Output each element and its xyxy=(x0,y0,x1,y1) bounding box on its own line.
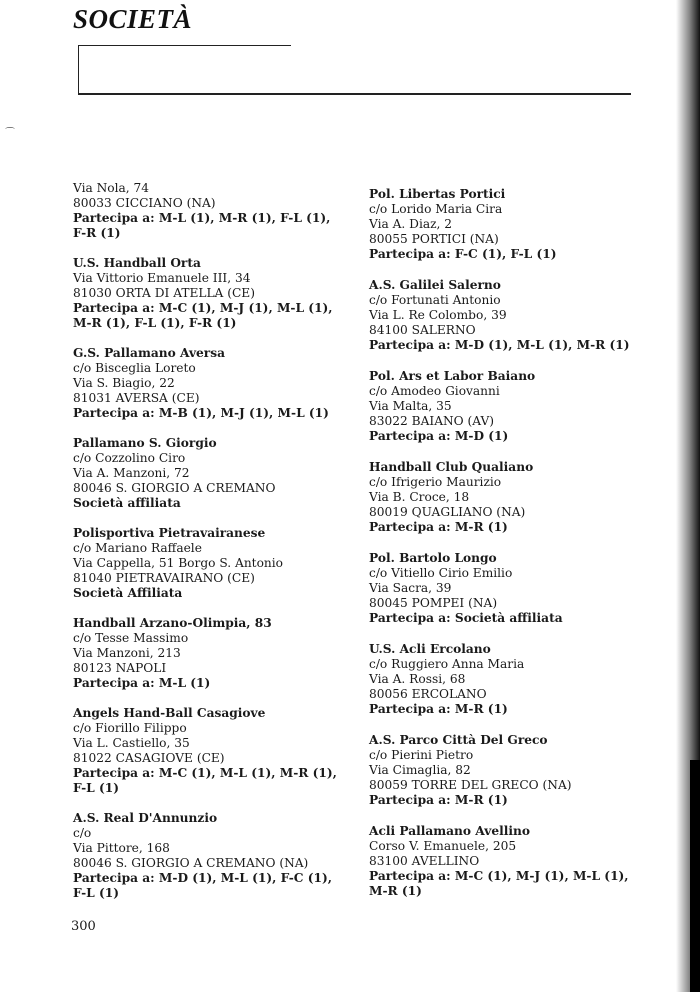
club-entry xyxy=(369,278,639,353)
club-name: Angels Hand-Ball Casagiove xyxy=(73,706,266,720)
club-name: A.S. Galilei Salerno xyxy=(369,278,501,292)
club-name: Pol. Libertas Portici xyxy=(369,187,506,201)
header-rule-bottom xyxy=(78,93,631,95)
right-column xyxy=(369,187,639,899)
participation-line: Partecipa a: M-C (1), M-J (1), M-L (1), M-R (1), F-L (1), F-R (1) xyxy=(73,301,333,330)
club-entry xyxy=(73,616,343,691)
address-line: Via A. Manzoni, 72 xyxy=(73,466,190,480)
participation-line: Partecipa a: M-C (1), M-L (1), M-R (1), F-L (1) xyxy=(73,766,337,795)
contact-line: c/o Bisceglia Loreto xyxy=(73,361,196,375)
contact-line: c/o Ruggiero Anna Maria xyxy=(369,657,525,671)
participation-line: Partecipa a: M-L (1) xyxy=(73,676,211,690)
address-line: Via Pittore, 168 xyxy=(73,841,170,855)
postal-line: 81040 PIETRAVAIRANO (CE) xyxy=(73,571,255,585)
address-line: Via S. Biagio, 22 xyxy=(73,376,175,390)
contact-line: c/o Tesse Massimo xyxy=(73,631,189,645)
postal-line: 80046 S. GIORGIO A CREMANO (NA) xyxy=(73,856,309,870)
club-name: Pol. Bartolo Longo xyxy=(369,551,497,565)
postal-line: 80056 ERCOLANO xyxy=(369,687,487,701)
postal-line: 83022 BAIANO (AV) xyxy=(369,414,495,428)
participation-line: Partecipa a: M-L (1), M-R (1), F-L (1), F-R (1) xyxy=(73,211,331,240)
postal-line: 80045 POMPEI (NA) xyxy=(369,596,498,610)
address-line: Via Cappella, 51 Borgo S. Antonio xyxy=(73,556,283,570)
address-line: Via Manzoni, 213 xyxy=(73,646,181,660)
address-line: Via Sacra, 39 xyxy=(369,581,452,595)
left-column xyxy=(73,181,343,901)
postal-line: 80059 TORRE DEL GRECO (NA) xyxy=(369,778,572,792)
participation-line: Società Affiliata xyxy=(73,586,183,600)
club-entry xyxy=(73,811,343,901)
club-entry xyxy=(73,436,343,511)
club-entry xyxy=(73,706,343,796)
club-name: Pallamano S. Giorgio xyxy=(73,436,217,450)
participation-line: Partecipa a: F-C (1), F-L (1) xyxy=(369,247,557,261)
club-name: U.S. Acli Ercolano xyxy=(369,642,491,656)
club-entry xyxy=(369,733,639,808)
club-entry xyxy=(369,642,639,717)
contact-line: c/o Vitiello Cirio Emilio xyxy=(369,566,513,580)
contact-line: c/o Cozzolino Ciro xyxy=(73,451,186,465)
address-line: Via A. Rossi, 68 xyxy=(369,672,466,686)
club-entry xyxy=(73,256,343,331)
contact-line: c/o Fortunati Antonio xyxy=(369,293,501,307)
postal-line: 81030 ORTA DI ATELLA (CE) xyxy=(73,286,255,300)
postal-line: 81031 AVERSA (CE) xyxy=(73,391,200,405)
postal-line: 80046 S. GIORGIO A CREMANO xyxy=(73,481,276,495)
address-line: Via L. Castiello, 35 xyxy=(73,736,190,750)
participation-line: Partecipa a: Società affiliata xyxy=(369,611,563,625)
club-name: Acli Pallamano Avellino xyxy=(369,824,530,838)
club-entry xyxy=(73,181,343,241)
participation-line: Partecipa a: M-B (1), M-J (1), M-L (1) xyxy=(73,406,329,420)
address-line: Via Malta, 35 xyxy=(369,399,452,413)
participation-line: Partecipa a: M-R (1) xyxy=(369,520,508,534)
contact-line: c/o Amodeo Giovanni xyxy=(369,384,500,398)
club-entry xyxy=(369,187,639,262)
contact-line: c/o Fiorillo Filippo xyxy=(73,721,187,735)
club-name: A.S. Parco Città Del Greco xyxy=(369,733,548,747)
address-line: Via A. Diaz, 2 xyxy=(369,217,453,231)
contact-line: c/o Ifrigerio Maurizio xyxy=(369,475,502,489)
postal-line: 80055 PORTICI (NA) xyxy=(369,232,499,246)
club-name: Pol. Ars et Labor Baiano xyxy=(369,369,536,383)
address-line: Via Nola, 74 xyxy=(73,181,150,195)
participation-line: Partecipa a: M-D (1), M-L (1), F-C (1), F-L (1) xyxy=(73,871,332,900)
club-entry xyxy=(369,551,639,626)
margin-mark: ⌒ xyxy=(5,128,15,139)
address-line: Via L. Re Colombo, 39 xyxy=(369,308,507,322)
club-name: Handball Club Qualiano xyxy=(369,460,534,474)
club-entry xyxy=(369,460,639,535)
participation-line: Partecipa a: M-R (1) xyxy=(369,702,508,716)
participation-line: Partecipa a: M-D (1) xyxy=(369,429,509,443)
contact-line: c/o Mariano Raffaele xyxy=(73,541,202,555)
address-line: Corso V. Emanuele, 205 xyxy=(369,839,517,853)
participation-line: Partecipa a: M-R (1) xyxy=(369,793,508,807)
contact-line: c/o xyxy=(73,826,92,840)
club-name: Handball Arzano-Olimpia, 83 xyxy=(73,616,272,630)
participation-line: Partecipa a: M-C (1), M-J (1), M-L (1), M-R (1) xyxy=(369,869,629,898)
postal-line: 83100 AVELLINO xyxy=(369,854,480,868)
postal-line: 80033 CICCIANO (NA) xyxy=(73,196,216,210)
participation-line: Partecipa a: M-D (1), M-L (1), M-R (1) xyxy=(369,338,630,352)
page-binding-edge xyxy=(690,760,700,992)
address-line: Via Cimaglia, 82 xyxy=(369,763,471,777)
header-rule-top xyxy=(78,45,291,46)
club-entry xyxy=(73,346,343,421)
club-name: A.S. Real D'Annunzio xyxy=(73,811,218,825)
participation-line: Società affiliata xyxy=(73,496,181,510)
club-name: Polisportiva Pietravairanese xyxy=(73,526,266,540)
section-title: SOCIETÀ xyxy=(73,4,193,34)
header-rule-left xyxy=(78,45,79,93)
club-entry xyxy=(369,824,639,899)
contact-line: c/o Lorido Maria Cira xyxy=(369,202,503,216)
address-line: Via Vittorio Emanuele III, 34 xyxy=(73,271,251,285)
club-name: U.S. Handball Orta xyxy=(73,256,201,270)
club-entry xyxy=(73,526,343,601)
page-number: 300 xyxy=(71,919,96,934)
postal-line: 80019 QUAGLIANO (NA) xyxy=(369,505,526,519)
postal-line: 84100 SALERNO xyxy=(369,323,476,337)
club-entry xyxy=(369,369,639,444)
postal-line: 81022 CASAGIOVE (CE) xyxy=(73,751,225,765)
postal-line: 80123 NAPOLI xyxy=(73,661,167,675)
contact-line: c/o Pierini Pietro xyxy=(369,748,474,762)
club-name: G.S. Pallamano Aversa xyxy=(73,346,225,360)
address-line: Via B. Croce, 18 xyxy=(369,490,470,504)
